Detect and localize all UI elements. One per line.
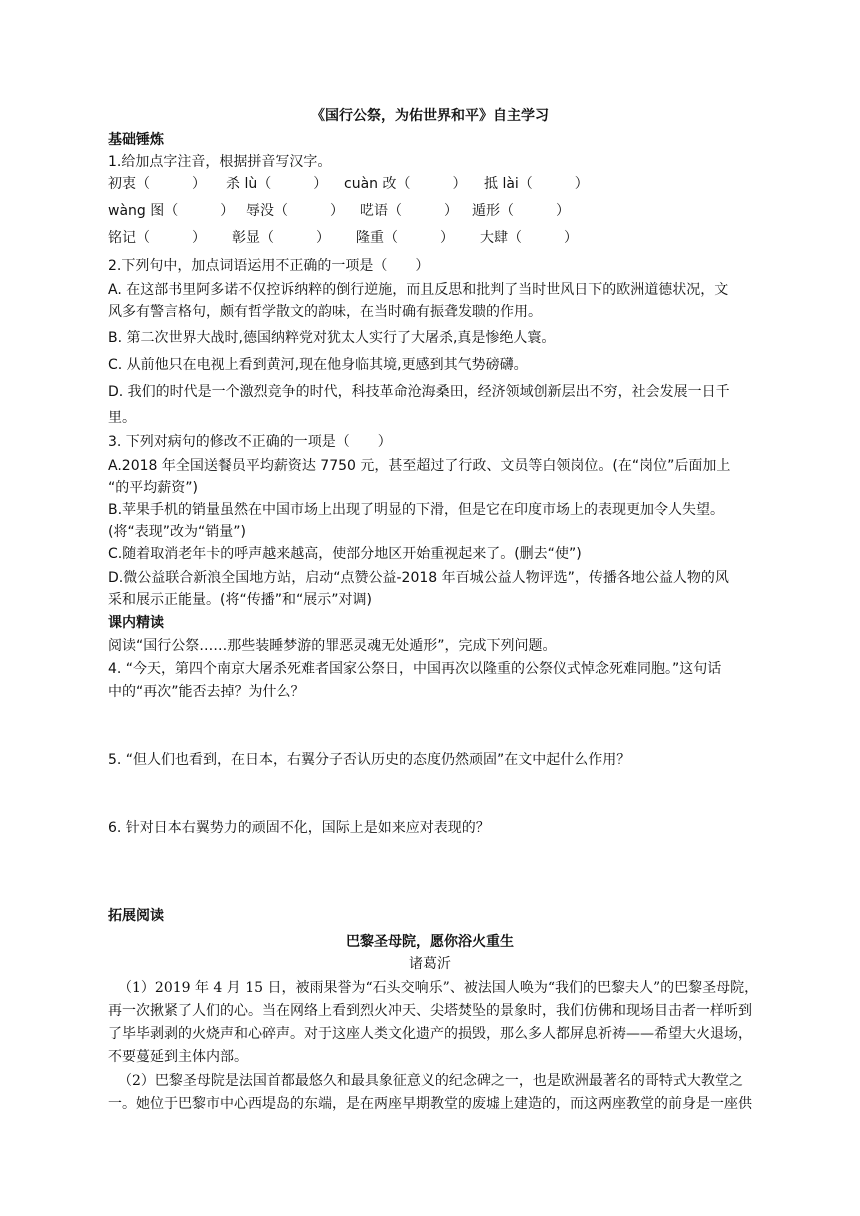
q2-option-b: B. 第二次世界大战时,德国纳粹党对犹太人实行了大屠杀,真是惨绝人寰。	[108, 330, 556, 346]
q1-prompt: 1.给加点字注音，根据拼音写汉字。	[108, 154, 332, 170]
q1-item: 铭记（ ）	[108, 230, 206, 246]
q1-row-1	[108, 174, 604, 194]
q2-prompt: 2.下列句中，加点词语运用不正确的一项是（ ）	[108, 258, 430, 274]
q3-prompt: 3. 下列对病句的修改不正确的一项是（ ）	[108, 434, 392, 450]
article-paragraph-2: （2）巴黎圣母院是法国首都最悠久和最具象征意义的纪念碑之一，也是欧洲最著名的哥特式大教堂之	[118, 1073, 743, 1089]
article-paragraph-1: （1）2019 年 4 月 15 日，被雨果誉为“石头交响乐”、被法国人唤为“我们的巴黎夫人”的巴黎圣母院，	[118, 980, 759, 996]
section-heading-basic: 基础锤炼	[108, 132, 164, 148]
article-author: 诸葛沂	[409, 956, 451, 972]
q4-text: 4. “今天，第四个南京大屠杀死难者国家公祭日，中国再次以隆重的公祭仪式悼念死难同胞。”这句话	[108, 661, 722, 677]
q1-item: 初衷（ ）	[108, 176, 206, 192]
q1-item: 隆重（ ）	[356, 230, 454, 246]
q2-option-a: A. 在这部书里阿多诺不仅控诉纳粹的倒行逆施，而且反思和批判了当时世风日下的欧洲道德状况，文	[108, 282, 729, 298]
q1-item: 大肆（ ）	[480, 230, 578, 246]
q2-option-d: D. 我们的时代是一个激烈竞争的时代，科技革命沧海桑田，经济领域创新层出不穷，社会发展一日千	[108, 384, 730, 400]
q1-item: 辱没（ ）	[246, 203, 344, 219]
q3-option-a: A.2018 年全国送餐员平均薪资达 7750 元，甚至超过了行政、文员等白领岗位。(在“岗位”后面加上	[108, 458, 731, 474]
q1-row-3	[108, 228, 600, 248]
q1-item: cuàn 改（ ）	[344, 176, 467, 192]
article-title: 巴黎圣母院，愿你浴火重生	[346, 934, 514, 950]
q3-option-a-cont: “的平均薪资”)	[108, 480, 198, 496]
article-paragraph-1-line: 不要蔓延到主体内部。	[108, 1049, 248, 1065]
article-paragraph-2-line: 一。她位于巴黎市中心西堤岛的东端，是在两座早期教堂的废墟上建造的，而这两座教堂的前身是一座供	[108, 1096, 752, 1112]
q6-text: 6. 针对日本右翼势力的顽固不化，国际上是如来应对表现的？	[108, 820, 490, 836]
article-paragraph-1-line: 再一次揪紧了人们的心。当在网络上看到烈火冲天、尖塔焚坠的景象时，我们仿佛和现场目击者一样听到	[108, 1003, 752, 1019]
q3-option-c: C.随着取消老年卡的呼声越来越高，使部分地区开始重视起来了。(删去“使”)	[108, 546, 582, 562]
q5-text: 5. “但人们也看到，在日本，右翼分子否认历史的态度仍然顽固”在文中起什么作用？	[108, 752, 631, 768]
section-heading-reading: 课内精读	[108, 615, 164, 631]
reading-instructions: 阅读“国行公祭……那些装睡梦游的罪恶灵魂无处遁形”，完成下列问题。	[108, 638, 557, 654]
section-heading-extended: 拓展阅读	[108, 908, 164, 924]
q3-option-d-cont: 采和展示正能量。(将“传播”和“展示”对调)	[108, 592, 372, 608]
q3-option-b-cont: (将“表现”改为“销量”)	[108, 524, 246, 540]
q1-item: wàng 图（ ）	[108, 203, 235, 219]
article-paragraph-1-line: 了毕毕剥剥的火烧声和心碎声。对于这座人类文化遗产的损毁，那么多人都屏息祈祷——希望大火退场，	[108, 1026, 752, 1042]
q2-option-a-cont: 风多有警言格句，颇有哲学散文的韵味，在当时确有振聋发聩的作用。	[108, 304, 542, 320]
q1-row-2	[108, 201, 592, 221]
q4-text-cont: 中的“再次”能否去掉？为什么？	[108, 684, 305, 700]
q1-item: 杀 lù（ ）	[226, 176, 328, 192]
q1-item: 抵 lài（ ）	[484, 176, 589, 192]
q3-option-b: B.苹果手机的销量虽然在中国市场上出现了明显的下滑，但是它在印度市场上的表现更加令人失望。	[108, 502, 725, 518]
q1-item: 彰显（ ）	[232, 230, 330, 246]
q1-item: 呓语（ ）	[360, 203, 458, 219]
q1-item: 遁形（ ）	[472, 203, 570, 219]
q2-option-d-cont: 里。	[108, 410, 136, 426]
document-title: 《国行公祭，为佑世界和平》自主学习	[311, 108, 549, 124]
q2-option-c: C. 从前他只在电视上看到黄河,现在他身临其境,更感到其气势磅礴。	[108, 357, 528, 373]
q3-option-d: D.微公益联合新浪全国地方站，启动“点赞公益-2018 年百城公益人物评选”，传播各地公益人物的风	[108, 570, 729, 586]
